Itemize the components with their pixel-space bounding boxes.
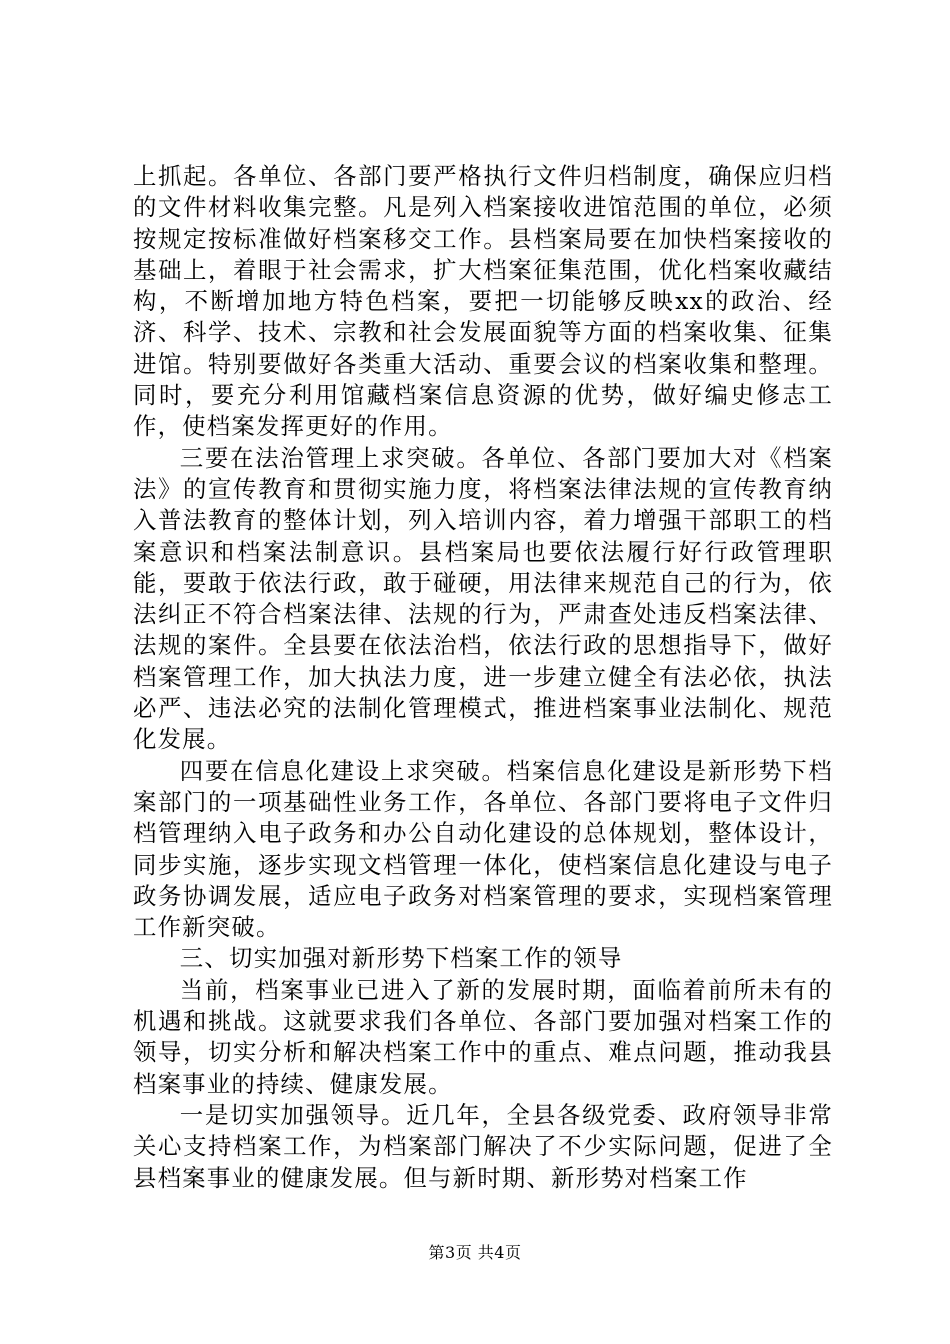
paragraph-continuation: 上抓起。各单位、各部门要严格执行文件归档制度，确保应归档的文件材料收集完整。凡是列入档案接收进馆范围的单位，必须按规定按标准做好档案移交工作。县档案局要在加快档案接收的基础上，着眼于社会需求，扩大档案征集范围，优化档案收藏结构，不断增加地方特色档案，要把一切能够反映xx的政治、经济、科学、技术、宗教和社会发展面貌等方面的档案收集、征集进馆。特别要做好各类重大活动、重要会议的档案收集和整理。同时，要充分利用馆藏档案信息资源的优势，做好编史修志工作，使档案发挥更好的作用。 bbox=[133, 162, 833, 441]
paragraph-current-situation: 当前，档案事业已进入了新的发展时期，面临着前所未有的机遇和挑战。这就要求我们各单位、各部门要加强对档案工作的领导，切实分析和解决档案工作中的重点、难点问题，推动我县档案事业的持续、健康发展。 bbox=[133, 975, 833, 1098]
paragraph-legal-management: 三要在法治管理上求突破。各单位、各部门要加大对《档案法》的宣传教育和贯彻实施力度，将档案法律法规的宣传教育纳入普法教育的整体计划，列入培训内容，着力增强干部职工的档案意识和档案法制意识。县档案局也要依法履行好行政管理职能，要敢于依法行政，敢于碰硬，用法律来规范自己的行为，依法纠正不符合档案法律、法规的行为，严肃查处违反档案法律、法规的案件。全县要在依法治档，依法行政的思想指导下，做好档案管理工作，加大执法力度，进一步建立健全有法必依，执法必严、违法必究的法制化管理模式，推进档案事业法制化、规范化发展。 bbox=[133, 443, 833, 754]
page-number-footer: 第3页 共4页 bbox=[428, 1243, 522, 1262]
section-heading-leadership: 三、切实加强对新形势下档案工作的领导 bbox=[179, 944, 623, 973]
paragraph-strengthen-leadership: 一是切实加强领导。近几年，全县各级党委、政府领导非常关心支持档案工作，为档案部门解决了不少实际问题，促进了全县档案事业的健康发展。但与新时期、新形势对档案工作 bbox=[133, 1100, 833, 1192]
paragraph-informatization: 四要在信息化建设上求突破。档案信息化建设是新形势下档案部门的一项基础性业务工作，各单位、各部门要将电子文件归档管理纳入电子政务和办公自动化建设的总体规划，整体设计，同步实施，逐步实现文档管理一体化，使档案信息化建设与电子政务协调发展，适应电子政务对档案管理的要求，实现档案管理工作新突破。 bbox=[133, 756, 833, 942]
document-body bbox=[133, 161, 833, 1194]
